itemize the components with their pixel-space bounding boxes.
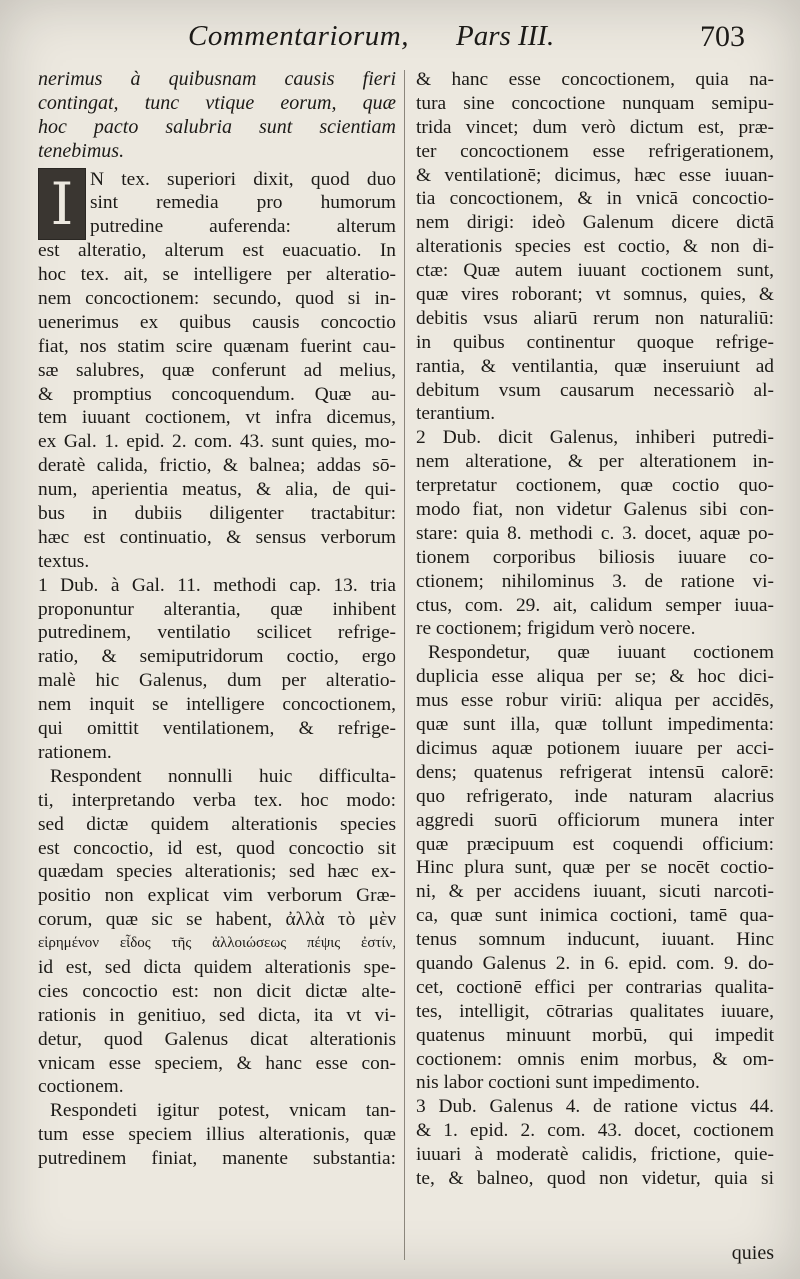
text-line: debitum vsum causarum necessariò al-: [416, 379, 774, 401]
text-line: rantia, & ventilantia, quæ inseruiunt ad: [416, 355, 774, 377]
text-line: nem concoctionem: secundo, quod si in-: [38, 288, 396, 310]
text-line: corum, quæ sic se habent, ἀλλὰ τὸ μὲν: [38, 909, 396, 931]
text-line: dens; quatenus refrigerat intensū calorē:: [416, 761, 774, 783]
text-line: hoc pacto salubria sunt scientiam: [38, 115, 396, 138]
text-line: bus in dubiis diligenter tractabitur:: [38, 503, 396, 525]
text-line: ratio, & semiputridorum coctio, ergo: [38, 646, 396, 668]
text-line: positio non explicat vim verborum Græ-: [38, 885, 396, 907]
text-line: quæ præcipuum est coquendi officium:: [416, 833, 774, 855]
drop-capital: I: [38, 168, 86, 240]
text-line: vnicam esse speciem, & hanc esse con-: [38, 1052, 396, 1074]
text-line: est alteratio, alterum est euacuatio. In: [38, 240, 396, 262]
text-line: & hanc esse concoctionem, quia na-: [416, 69, 774, 90]
text-line: 1 Dub. à Gal. 11. methodi cap. 13. tria: [38, 574, 396, 596]
text-line: detur, quod Galenus dicat alterationis: [38, 1028, 396, 1050]
text-line: id est, sed dicta quidem alterationis spe-: [38, 956, 396, 978]
text-line: ex Gal. 1. epid. 2. com. 43. sunt quies, mo-: [38, 431, 396, 453]
text-line: coctionem: omnis enim morbus, & om-: [416, 1048, 774, 1070]
text-line: dicimus aquæ potionem iuuare per acci-: [416, 737, 774, 759]
text-line: quæ sunt illa, quæ tollunt impedimenta:: [416, 714, 774, 736]
text-line: & promptius concoquendum. Quæ au-: [38, 383, 396, 405]
text-line: terpretatur coctionem, quæ coctio quo-: [416, 475, 774, 497]
text-line: N tex. superiori dixit, quod duo: [90, 168, 396, 190]
text-line: nem inquit se intelligere concoctionem,: [38, 694, 396, 716]
catchword: quies: [731, 1242, 774, 1264]
text-line: proponuntur alterantia, quæ inhibent: [38, 598, 396, 620]
text-line: quando Galenus 2. in 6. epid. com. 9. do-: [416, 952, 774, 974]
text-line: quo refrigerato, inde naturam alacrius: [416, 785, 774, 807]
text-line: in quibus continentur quoque refrige-: [416, 331, 774, 353]
text-line: nem dirigi: ideò Galenum dicere dictā: [416, 212, 774, 234]
text-line: quatenus minuunt morbū, qui impedit: [416, 1024, 774, 1046]
text-line: num, aperientia meatus, & alia, de qui-: [38, 479, 396, 501]
text-line: ca, quæ sunt inimica coctioni, tamē qua-: [416, 905, 774, 927]
text-line: putredinem, ventilatio scilicet refrige-: [38, 622, 396, 644]
text-line: tes, intelligit, cōtrarias qualitates iuuare,: [416, 1000, 774, 1022]
text-line: uenerimus ex quibus causis concoctio: [38, 311, 396, 333]
running-header: [0, 18, 800, 60]
text-line: malè hic Galenus, dum per alteratio-: [38, 670, 396, 692]
text-line: ctionem; nihilominus 3. de ratione vi-: [416, 570, 774, 592]
text-line: hæc est continuatio, & sensus verborum: [38, 526, 396, 548]
text-line: putredine auferenda: alterum: [90, 216, 396, 238]
text-line: duplicia esse aliqua per se; & hoc dici-: [416, 666, 774, 688]
text-line: 3 Dub. Galenus 4. de ratione victus 44.: [416, 1096, 774, 1118]
text-line: & ventilationē; dicimus, hæc esse iuuan-: [416, 164, 774, 186]
text-line: alterationis species est coctio, & non di-: [416, 236, 774, 258]
text-line: quæ vires roborant; vt somnus, quies, &: [416, 284, 774, 306]
text-line: tenus somnum inducunt, iuuant. Hinc: [416, 929, 774, 951]
text-line: tura sine concoctione nunquam semipu-: [416, 92, 774, 114]
text-line: stare: quia 8. methodi c. 3. docet, aquæ po-: [416, 522, 774, 544]
right-column: [416, 68, 774, 1191]
text-line: hoc tex. ait, se intelligere per alteratio-: [38, 264, 396, 286]
text-line: ctæ: Quæ autem iuuant coctionem sunt,: [416, 260, 774, 282]
text-line: trida vincet; dum verò dictum est, præ-: [416, 116, 774, 138]
running-title: Commentariorum,: [188, 20, 409, 52]
text-line: sæ salubres, quæ conferunt ad melius,: [38, 359, 396, 381]
column-divider: [404, 70, 405, 1260]
greek-text-line: εἰρημένον εἶδος τῆς ἀλλοιώσεως πέψις ἐστίν,: [38, 935, 396, 952]
text-line: re coctionem; frigidum verò nocere.: [416, 618, 696, 640]
text-line: tia concoctionem, & in vnicā concoctio-: [416, 188, 774, 210]
text-line: 2 Dub. dicit Galenus, inhiberi putredi-: [416, 427, 774, 449]
text-line: modo fiat, non videtur Galenus sibi con-: [416, 499, 774, 521]
text-line: debitis vsus aliarū rerum non naturaliū:: [416, 307, 774, 329]
text-line: contingat, tunc vtique eorum, quæ: [38, 91, 396, 114]
text-line: textus.: [38, 550, 90, 572]
text-line: ctus, com. 29. ait, calidum semper iuua-: [416, 594, 774, 616]
text-line: tum esse speciem illius alterationis, quæ: [38, 1124, 396, 1146]
text-line: tionem corporibus biliosis iuuare co-: [416, 546, 774, 568]
text-line: & 1. epid. 2. com. 43. docet, coctionem: [416, 1120, 774, 1142]
text-line: nem alteratione, & per alterationem in-: [416, 451, 774, 473]
text-line: est concoctio, id est, quod concoctio sit: [38, 837, 396, 859]
text-line: Respondeti igitur potest, vnicam tan-: [50, 1100, 396, 1122]
text-line: sint remedia pro humorum: [90, 192, 396, 214]
text-line: ter concoctionem esse refrigerationem,: [416, 140, 774, 162]
text-line: Hinc plura sunt, quæ per se nocēt coctio-: [416, 857, 774, 879]
text-line: tenebimus.: [38, 139, 125, 162]
text-line: rationem.: [38, 741, 112, 763]
page-number: 703: [700, 20, 745, 53]
text-line: cies concoctio est: non dicit dictæ alte-: [38, 980, 396, 1002]
text-line: ti, interpretando verba tex. hoc modo:: [38, 789, 396, 811]
text-line: nis labor coctioni sunt impedimento.: [416, 1072, 700, 1094]
text-line: tem iuuant coctionem, vt infra dicemus,: [38, 407, 396, 429]
text-line: terantium.: [416, 403, 496, 425]
text-line: Respondent nonnulli huic difficulta-: [50, 765, 396, 787]
text-line: coctionem.: [38, 1076, 124, 1098]
text-line: mus esse robur viriū: aliqua per accidēs,: [416, 690, 774, 712]
part-label: Pars III.: [456, 20, 555, 52]
text-line: Respondetur, quæ iuuant coctionem: [428, 642, 774, 664]
text-line: cet, coctionē effici per contrarias qualita-: [416, 976, 774, 998]
text-line: aggredi suorū officiorum munera inter: [416, 809, 774, 831]
text-line: fiat, nos statim scire quænam fuerint cau-: [38, 335, 396, 357]
text-line: nerimus à quibusnam causis fieri: [38, 68, 396, 90]
left-column: [38, 68, 396, 1171]
text-line: ni, & per accidens iuuant, sicuti narcoti-: [416, 881, 774, 903]
text-line: quædam species alterationis; sed hæc ex-: [38, 861, 396, 883]
text-line: iuuari à moderatè calidis, frictione, quie-: [416, 1144, 774, 1166]
text-line: qui omittit ventilationem, & refrige-: [38, 718, 396, 740]
text-line: putredinem finiat, manente substantia:: [38, 1148, 396, 1170]
text-line: sed dictæ quidem alterationis species: [38, 813, 396, 835]
text-line: deratè calida, frictio, & balnea; addas sō-: [38, 455, 396, 477]
text-line: te, & balneo, quod non videtur, quia si: [416, 1167, 774, 1189]
text-line: rationis in genitiuo, sed dicta, ita vt vi-: [38, 1004, 396, 1026]
